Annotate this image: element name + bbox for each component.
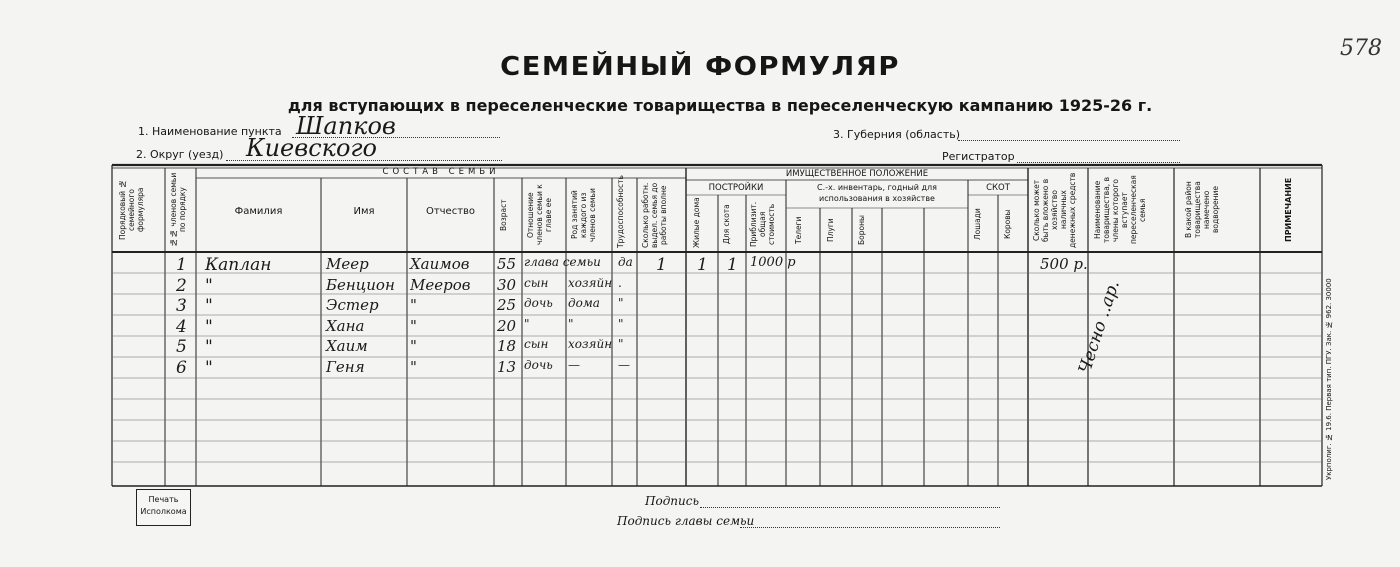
col-cash: Сколько может быть вложено в хозяйство наличных денежных средств xyxy=(1032,172,1077,248)
executive-committee-stamp xyxy=(136,489,191,526)
row-6-age: 13 xyxy=(497,357,517,376)
livestock-group-header: СКОТ xyxy=(986,183,1010,193)
stamp-line-2: Исполкома xyxy=(140,507,187,516)
property-group-header: ИМУЩЕСТВЕННОЕ ПОЛОЖЕНИЕ xyxy=(785,169,929,179)
row-2-member: 2 xyxy=(176,275,187,296)
col-surname: Фамилия xyxy=(234,206,283,217)
row-1-member: 1 xyxy=(176,255,187,275)
row-4-occupation: " xyxy=(568,316,574,331)
col-notes: ПРИМЕЧАНИЕ xyxy=(1284,177,1293,243)
col-name: Имя xyxy=(353,206,375,217)
signature-line xyxy=(700,507,1000,508)
row-6-relation: дочь xyxy=(524,357,553,372)
row-5-member: 5 xyxy=(176,337,187,357)
row-5-patronymic: " xyxy=(410,337,417,355)
col-age: Возраст xyxy=(499,199,508,231)
row-4-relation: " xyxy=(524,316,530,331)
row-5-name: Хаим xyxy=(326,337,368,355)
row-6-ability: — xyxy=(618,357,630,372)
row-1-houses: 1 xyxy=(697,255,708,275)
col-association: Наименование товарищества, в члены которого вступает переселенческая семья xyxy=(1093,175,1147,245)
col-workers: Сколько работн. выдел. семья до работы вполне xyxy=(641,182,668,248)
row-3-member: 3 xyxy=(176,296,187,316)
province-label: 3. Губерния (область) xyxy=(833,128,961,141)
district-label: 2. Округ (уезд) xyxy=(136,148,224,161)
settlement-label: 1. Наименование пункта xyxy=(138,125,282,138)
row-3-occupation: дома xyxy=(568,296,600,310)
row-2-patronymic: Мееров xyxy=(410,275,471,294)
row-1-cash: 500 р. xyxy=(1040,255,1088,273)
district-value: Киевского xyxy=(246,134,378,162)
signature-label: Подпись xyxy=(645,494,700,508)
col-order-number: Порядковый № семейного формуляра xyxy=(118,179,145,241)
row-1-ability: да xyxy=(618,255,633,269)
row-6-member: 6 xyxy=(176,357,187,378)
row-6-surname: " xyxy=(205,357,213,378)
row-6-patronymic: " xyxy=(410,357,417,376)
col-cows: Коровы xyxy=(1003,209,1012,239)
row-2-surname: " xyxy=(205,275,213,296)
col-carts: Телеги xyxy=(794,216,803,244)
row-2-ability: . xyxy=(618,275,622,290)
row-1-age: 55 xyxy=(497,255,517,273)
row-1-surname: Каплан xyxy=(205,255,272,275)
col-occupation: Род занятий каждого из членов семьи xyxy=(570,188,597,242)
row-4-member: 4 xyxy=(176,316,187,337)
settlement-value: Шапков xyxy=(296,112,396,140)
row-1-workers: 1 xyxy=(656,255,667,275)
col-horses: Лошади xyxy=(973,208,982,240)
row-3-name: Эстер xyxy=(326,296,379,314)
col-ploughs: Плуги xyxy=(826,218,835,242)
col-relation: Отношение членов семьи к главе ее xyxy=(526,184,553,246)
head-signature-label: Подпись главы семьи xyxy=(617,514,755,528)
row-1-name: Меер xyxy=(326,255,369,273)
row-1-value: 1000 р xyxy=(750,255,796,270)
form-subtitle: для вступающих в переселенческие товарищества в переселенческую кампанию 1925-26 г. xyxy=(287,96,1153,115)
row-1-stock-bldg: 1 xyxy=(727,255,738,275)
row-5-relation: сын xyxy=(524,337,549,351)
row-5-surname: " xyxy=(205,337,213,357)
col-region: В какой район товарищества намечено водворение xyxy=(1184,181,1220,239)
col-stock-buildings: Для скота xyxy=(722,204,731,244)
row-5-age: 18 xyxy=(497,337,517,355)
row-6-occupation: — xyxy=(568,357,580,372)
family-group-header: СОСТАВ СЕМЬИ xyxy=(382,167,500,177)
row-1-patronymic: Хаимов xyxy=(410,255,470,273)
print-info: Укрполиг. № 19.6. Первая тип. ПГУ. Зак. № 962. 30000 xyxy=(1325,278,1333,480)
stamp-line-1: Печать xyxy=(148,495,179,504)
row-5-occupation: хозяйн xyxy=(568,337,613,351)
row-3-surname: " xyxy=(205,296,213,316)
row-3-ability: " xyxy=(618,296,624,310)
head-signature-line xyxy=(740,527,1000,528)
row-3-patronymic: " xyxy=(410,296,417,314)
row-1-relation: глава семьи xyxy=(524,255,601,269)
row-4-name: Хана xyxy=(326,316,365,335)
row-3-age: 25 xyxy=(497,296,517,314)
form-title: СЕМЕЙНЫЙ ФОРМУЛЯР xyxy=(500,52,900,82)
row-2-occupation: хозяйн xyxy=(568,275,613,290)
association-annotation: Чесно ..ар. xyxy=(1075,277,1124,377)
buildings-group-header: ПОСТРОЙКИ xyxy=(708,183,764,193)
row-5-ability: " xyxy=(618,337,624,351)
row-4-ability: " xyxy=(618,316,624,331)
col-patronymic: Отчество xyxy=(425,206,476,217)
row-3-relation: дочь xyxy=(524,296,553,310)
row-4-surname: " xyxy=(205,316,213,337)
col-harrows: Бороны xyxy=(857,215,866,245)
inventory-group-header: С.-х. инвентарь, годный для использования в хозяйстве xyxy=(817,183,937,203)
row-2-name: Бенцион xyxy=(326,275,395,294)
row-6-name: Геня xyxy=(326,357,365,376)
col-value: Приблизит. общая стоимость xyxy=(749,201,776,247)
registrar-label: Регистратор xyxy=(942,150,1015,163)
col-houses: Жилые дома xyxy=(692,197,701,248)
col-ability: Трудоспособность xyxy=(616,175,625,248)
row-4-age: 20 xyxy=(497,316,517,335)
row-2-age: 30 xyxy=(497,275,517,294)
col-member-number: №№ членов семьи по порядку xyxy=(169,172,187,248)
row-2-relation: сын xyxy=(524,275,549,290)
row-4-patronymic: " xyxy=(410,316,417,335)
page-number: 578 xyxy=(1340,36,1382,61)
